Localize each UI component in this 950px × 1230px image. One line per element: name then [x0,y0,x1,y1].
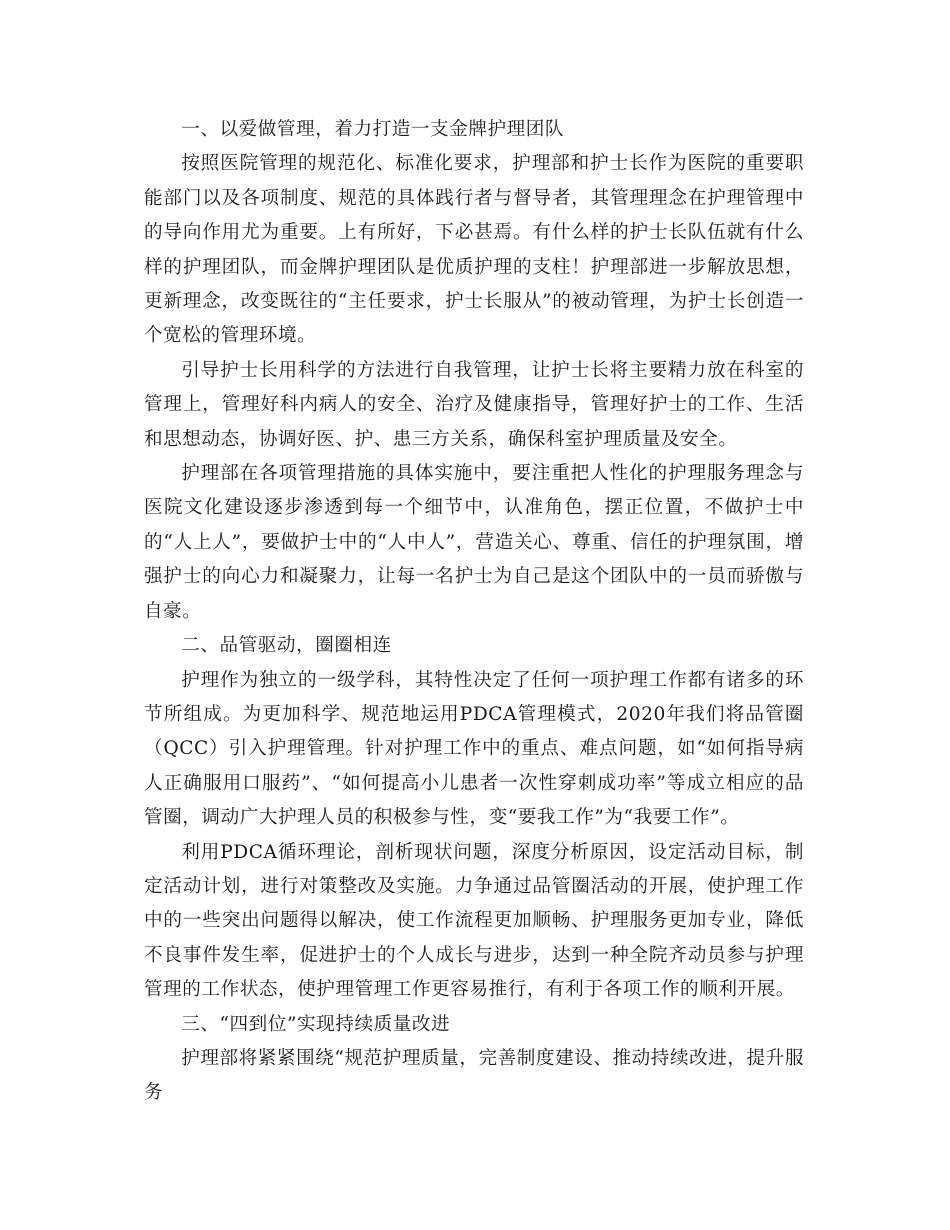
body-paragraph: 护理部将紧紧围绕“规范护理质量，完善制度建设、推动持续改进，提升服务 [144,1047,804,1104]
section-heading-1: 一、以爱做管理，着力打造一支金牌护理团队 [181,119,565,140]
body-paragraph: 引导护士长用科学的方法进行自我管理，让护士长将主要精力放在科室的管理上，管理好科内病人的安全、治疗及健康指导，管理好护士的工作、生活和思想动态，协调好医、护、患三方关系，确保科室护理质量及安全。 [144,359,804,450]
body-paragraph: 利用PDCA循环理论，剖析现状问题，深度分析原因，设定活动目标，制定活动计划，进行对策整改及实施。力争通过品管圈活动的开展，使护理工作中的一些突出问题得以解决，使工作流程更加顺畅、护理服务更加专业，降低不良事件发生率，促进护士的个人成长与进步，达到一种全院齐动员参与护理管理的工作状态，使护理管理工作更容易推行，有利于各项工作的顺利开展。 [144,841,804,1001]
section-heading-3: 三、“四到位”实现持续质量改进 [181,1013,451,1035]
body-paragraph: 护理部在各项管理措施的具体实施中，要注重把人性化的护理服务理念与医院文化建设逐步渗透到每一个细节中，认准角色，摆正位置，不做护士中的“人上人”，要做护士中的“人中人”，营造关心、尊重、信任的护理氛围，增强护士的向心力和凝聚力，让每一名护士为自己是这个团队中的一员而骄傲与自豪。 [144,463,804,622]
body-paragraph: 按照医院管理的规范化、标准化要求，护理部和护士长作为医院的重要职能部门以及各项制度、规范的具体践行者与督导者，其管理理念在护理管理中的导向作用尤为重要。上有所好，下必甚焉。有什么样的护士长队伍就有什么样的护理团队，而金牌护理团队是优质护理的支柱！护理部进一步解放思想，更新理念，改变既往的“主任要求，护士长服从”的被动管理，为护士长创造一个宽松的管理环境。 [144,153,804,347]
body-paragraph: 护理作为独立的一级学科，其特性决定了任何一项护理工作都有诸多的环节所组成。为更加科学、规范地运用PDCA管理模式，2020年我们将品管圈（QCC）引入护理管理。针对护理工作中的重点、难点问题，如“如何指导病人正确服用口服药”、“如何提高小儿患者一次性穿刺成功率”等成立相应的品管圈，调动广大护理人员的积极参与性，变“要我工作”为“我要工作”。 [144,669,804,829]
section-heading-2: 二、品管驱动，圈圈相连 [181,635,392,657]
document-body [144,113,804,1111]
